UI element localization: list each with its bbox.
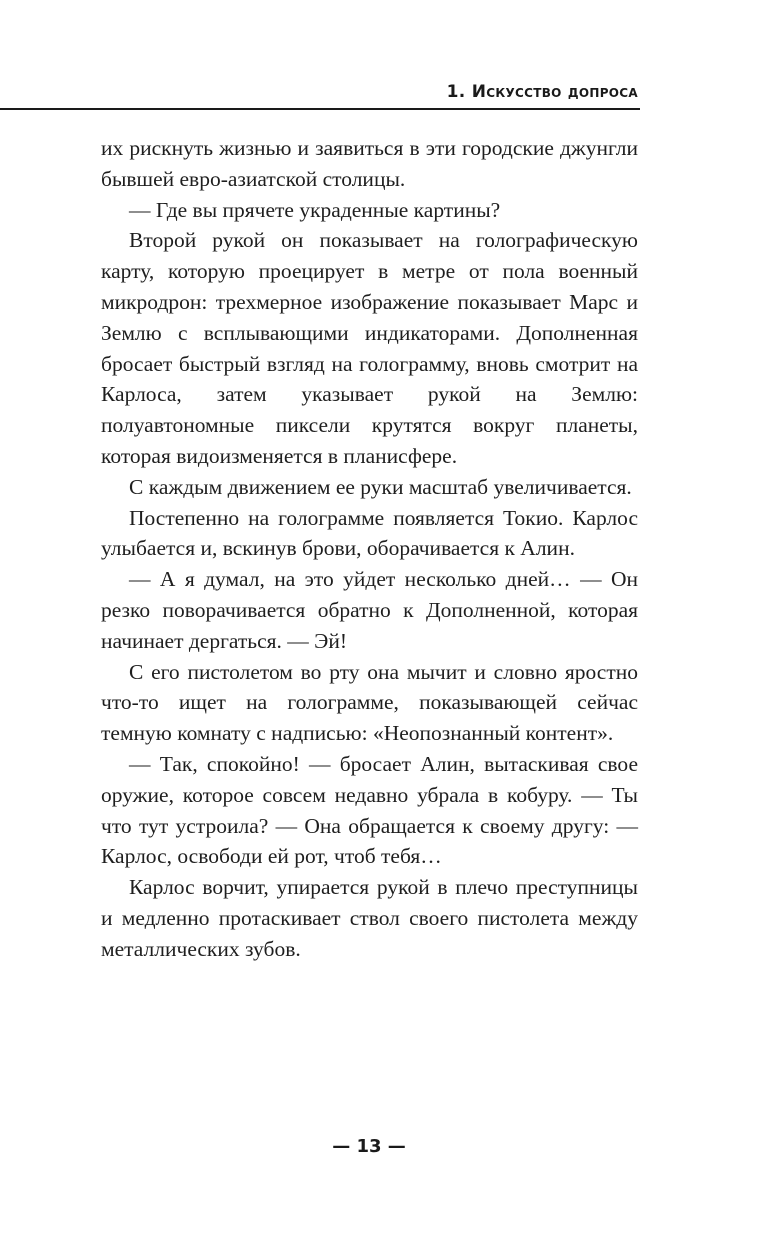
paragraph: Постепенно на голограмме появляется Токио. Карлос улыбается и, вскинув брови, оборачивается к Алин. <box>101 505 638 561</box>
body-text <box>101 133 638 965</box>
paragraph: С его пистолетом во рту она мычит и словно яростно что-то ищет на голограмме, показывающей сейчас темную комнату с надписью: «Неопознанный контент». <box>101 659 638 746</box>
paragraph: Карлос ворчит, упирается рукой в плечо преступницы и медленно протаскивает ствол своего пистолета между металлических зубов. <box>101 875 638 961</box>
running-head-title: 1. Искусство допроса <box>446 82 638 102</box>
paragraph: — Так, спокойно! — бросает Алин, вытаскивая свое оружие, которое совсем недавно убрала в кобуру. — Ты что тут устроила? — Она обращается к своему другу: — Карлос, освободи ей рот, чтоб тебя… <box>101 751 638 869</box>
paragraph: С каждым движением ее руки масштаб увеличивается. <box>129 474 632 499</box>
paragraph: — Где вы прячете украденные картины? <box>129 197 501 222</box>
paragraph: — А я думал, на это уйдет несколько дней… — Он резко поворачивается обратно к Дополненной, которая начинает дергаться. — Эй! <box>101 567 638 653</box>
paragraph: их рискнуть жизнью и заявиться в эти городские джунгли бывшей евро-азиатской столицы. <box>101 136 638 191</box>
page-number: — 13 — <box>332 1136 406 1157</box>
paragraph: Второй рукой он показывает на голографическую карту, которую проецирует в метре от пола военный микродрон: трехмерное изображение показывает Марс и Землю с всплывающими индикаторами. Дополненная бросает быстрый взгляд на голограмму, вновь смотрит на Карлоса, затем указывает рукой на Землю: полуавтономные пиксели крутятся вокруг планеты, которая видоизменяется в планисфере. <box>101 228 638 468</box>
header-rule <box>0 108 640 110</box>
